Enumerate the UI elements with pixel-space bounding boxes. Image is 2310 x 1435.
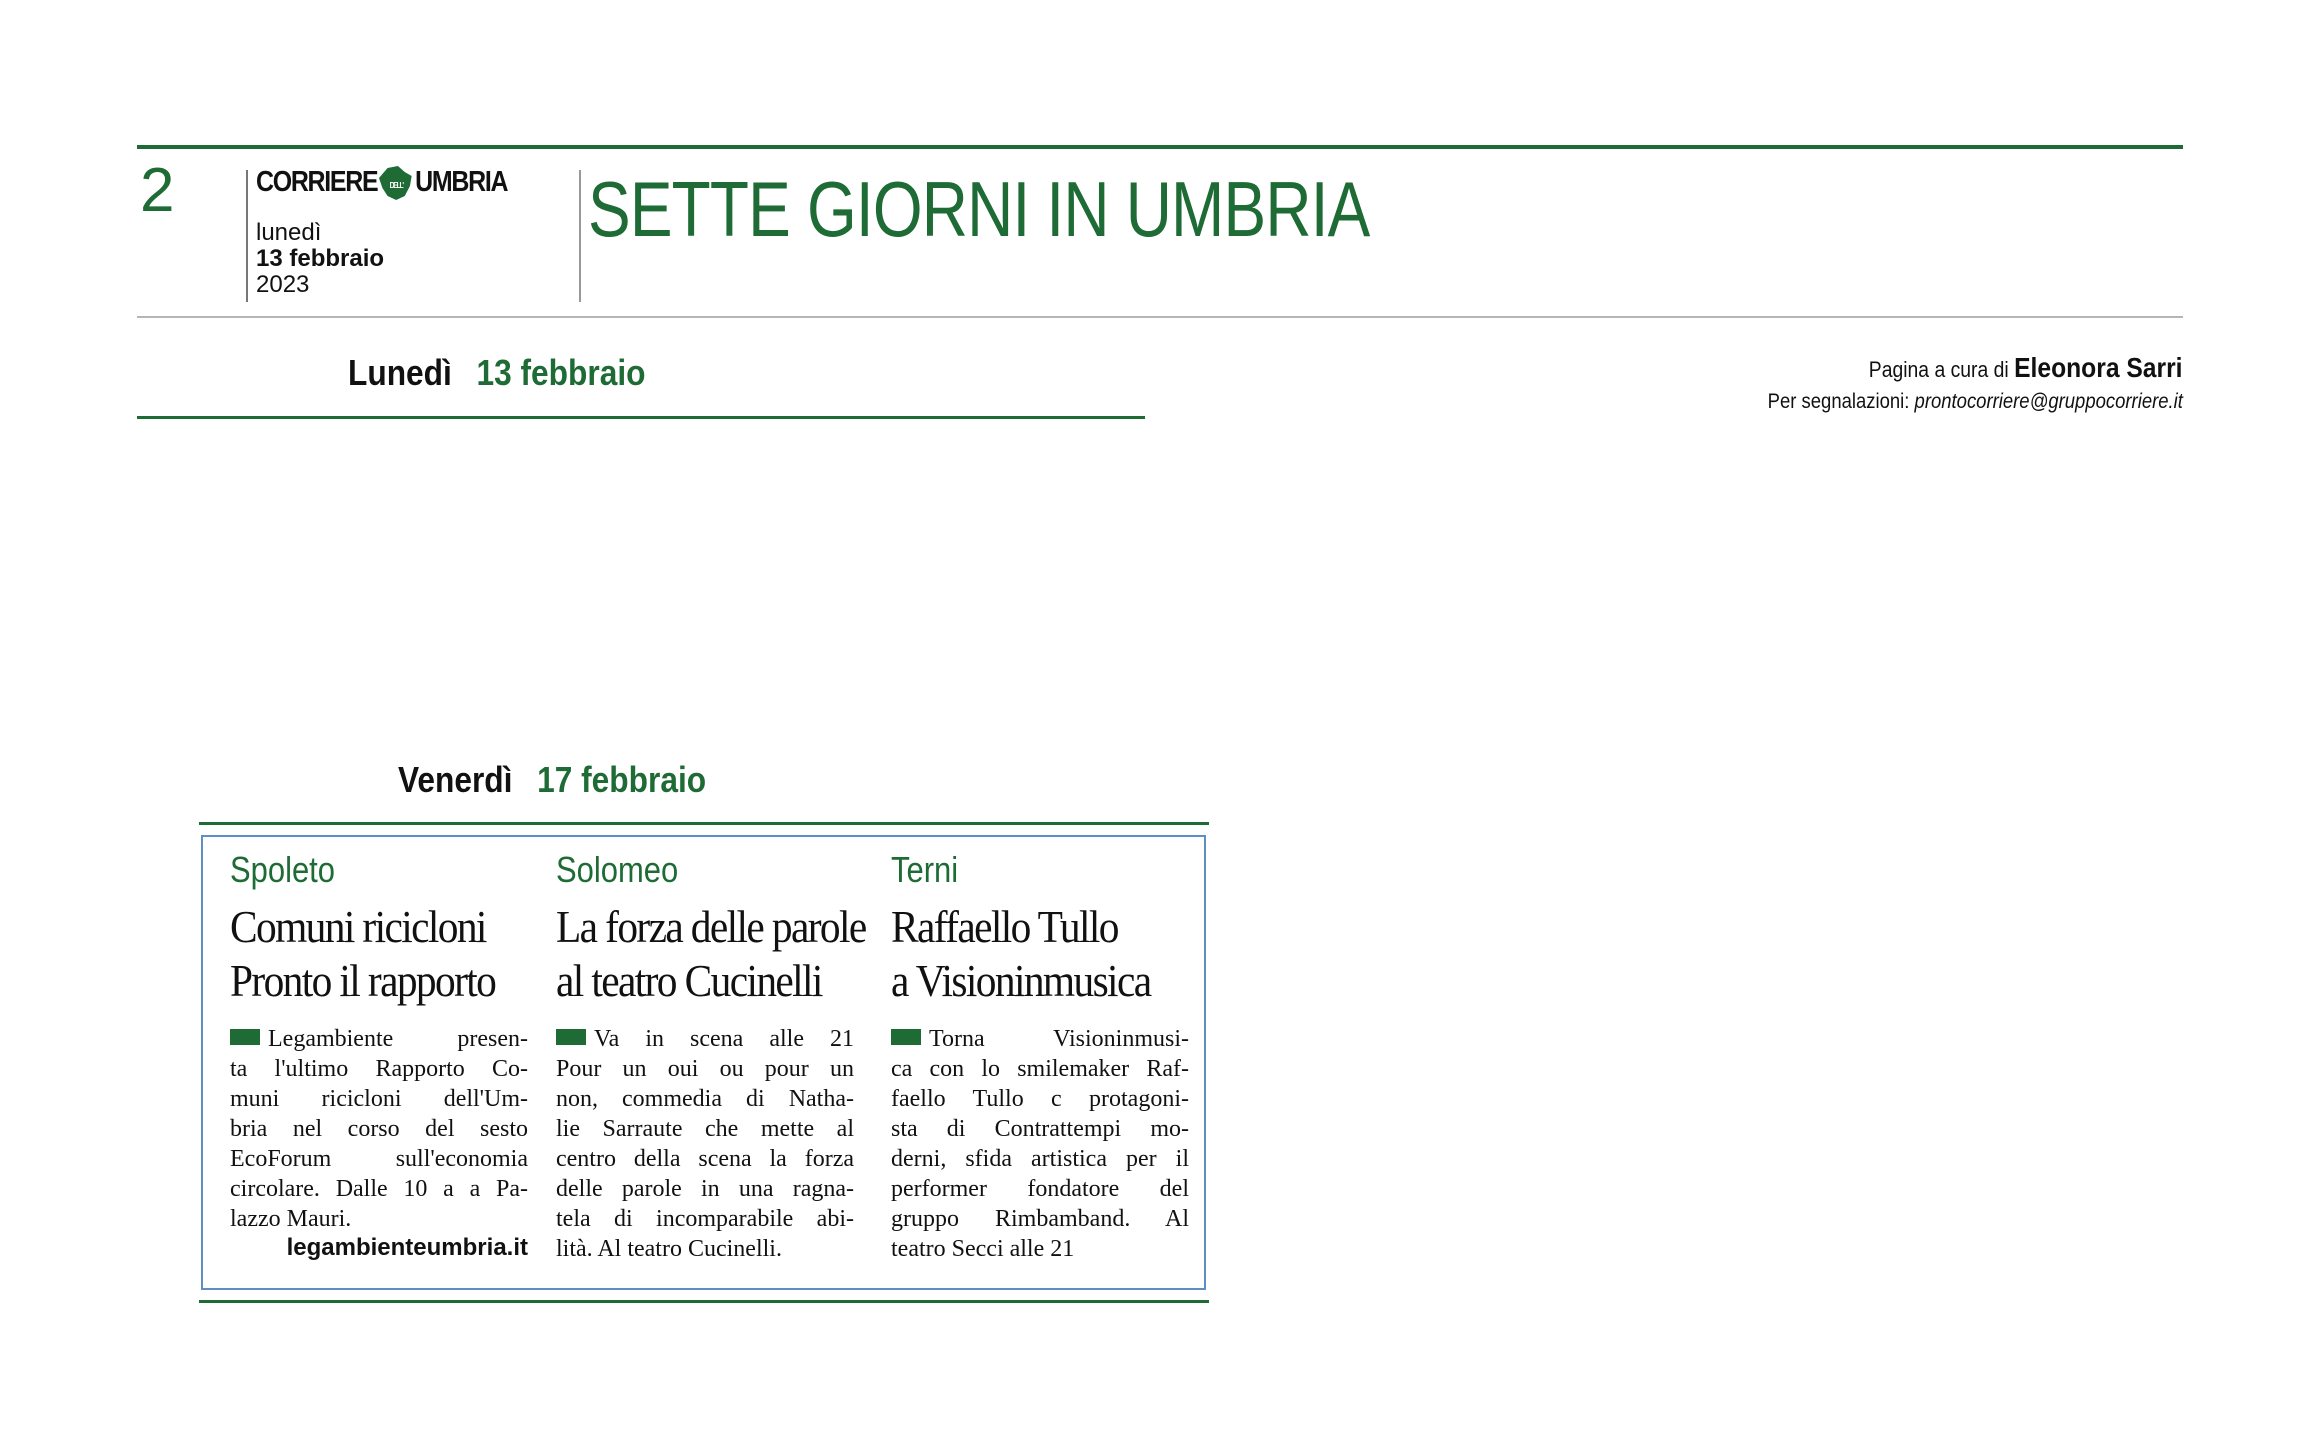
body-line: tela di incomparabile abi- xyxy=(556,1206,854,1232)
day-date: 17 febbraio xyxy=(537,759,707,800)
report-prefix: Per segnalazioni: xyxy=(1767,390,1910,413)
body-line: Legambiente presen- xyxy=(268,1026,528,1052)
bullet-icon xyxy=(230,1029,260,1045)
events-box-bottom-rule xyxy=(199,1300,1209,1303)
header-divider xyxy=(246,170,248,302)
body-line: lazzo Mauri. xyxy=(230,1206,352,1232)
header-bottom-rule xyxy=(137,316,2183,318)
publication-weekday: lunedì xyxy=(256,219,322,246)
body-line: Torna Visioninmusi- xyxy=(929,1026,1189,1052)
headline-line: La forza delle parole xyxy=(556,901,866,952)
day-heading-friday xyxy=(398,759,707,800)
article-solomeo xyxy=(556,849,866,1264)
body-line: bria nel corso del sesto xyxy=(230,1116,528,1142)
body-line: derni, sfida artistica per il xyxy=(891,1146,1189,1172)
body-line: muni ricicloni dell'Um- xyxy=(230,1086,528,1112)
body-line: delle parole in una ragna- xyxy=(556,1176,854,1202)
headline-line: Comuni ricicloni xyxy=(230,901,486,952)
article-website-link[interactable]: legambienteumbria.it xyxy=(286,1234,528,1261)
article-body xyxy=(556,1024,854,1264)
headline-line: al teatro Cucinelli xyxy=(556,955,822,1006)
publication-year: 2023 xyxy=(256,271,310,298)
body-line: teatro Secci alle 21 xyxy=(891,1236,1075,1262)
body-line: circolare. Dalle 10 a a Pa- xyxy=(230,1176,528,1202)
logo-text xyxy=(256,166,507,200)
body-line: non, commedia di Natha- xyxy=(556,1086,854,1112)
day-heading-monday xyxy=(348,352,646,393)
title-divider xyxy=(579,170,581,302)
day-heading-rule xyxy=(137,416,1145,419)
headline-line: Pronto il rapporto xyxy=(230,955,496,1006)
article-kicker: Solomeo xyxy=(556,849,679,890)
credits-editor-name: Eleonora Sarri xyxy=(2014,352,2183,383)
day-weekday: Lunedì xyxy=(348,352,452,393)
logo-text-left: CORRIERE xyxy=(256,166,378,198)
article-headline xyxy=(556,900,866,1008)
logo-text-mid: DELL' xyxy=(389,180,403,191)
article-body xyxy=(230,1024,528,1234)
body-line: sta di Contrattempi mo- xyxy=(891,1116,1189,1142)
section-title: SETTE GIORNI IN UMBRIA xyxy=(588,165,1370,253)
day-date: 13 febbraio xyxy=(476,352,646,393)
body-line: ta l'ultimo Rapporto Co- xyxy=(230,1056,528,1082)
newspaper-logo xyxy=(256,166,548,200)
body-line: performer fondatore del xyxy=(891,1176,1189,1202)
report-email-link[interactable]: prontocorriere@gruppocorriere.it xyxy=(1914,390,2183,413)
article-headline xyxy=(230,900,498,1008)
events-box-top-rule xyxy=(199,822,1209,825)
logo-text-right: UMBRIA xyxy=(415,166,508,198)
bullet-icon xyxy=(556,1029,586,1045)
headline-line: Raffaello Tullo xyxy=(891,901,1118,952)
page-credits xyxy=(1711,352,2183,414)
body-line: lie Sarraute che mette al xyxy=(556,1116,854,1142)
body-line: faello Tullo c protagoni- xyxy=(891,1086,1189,1112)
article-terni xyxy=(891,850,1189,1264)
body-line: Va in scena alle 21 xyxy=(594,1026,854,1052)
article-headline xyxy=(891,900,1159,1008)
article-kicker: Spoleto xyxy=(230,849,336,890)
body-line: ca con lo smilemaker Raf- xyxy=(891,1056,1189,1082)
header-top-rule xyxy=(137,145,2183,149)
page-number: 2 xyxy=(140,156,175,225)
body-line: lità. Al teatro Cucinelli. xyxy=(556,1236,782,1262)
credits-prefix: Pagina a cura di xyxy=(1869,357,2010,382)
day-weekday: Venerdì xyxy=(398,759,513,800)
headline-line: a Visioninmusica xyxy=(891,955,1151,1006)
article-spoleto xyxy=(230,850,528,1262)
body-line: centro della scena la forza xyxy=(556,1146,854,1172)
article-kicker: Terni xyxy=(891,849,959,890)
article-body xyxy=(891,1024,1189,1264)
body-line: gruppo Rimbamband. Al xyxy=(891,1206,1189,1232)
publication-date: 13 febbraio xyxy=(256,245,385,272)
body-line: EcoForum sull'economia xyxy=(230,1146,528,1172)
bullet-icon xyxy=(891,1029,921,1045)
body-line: Pour un oui ou pour un xyxy=(556,1056,854,1082)
umbria-map-icon xyxy=(379,166,413,200)
